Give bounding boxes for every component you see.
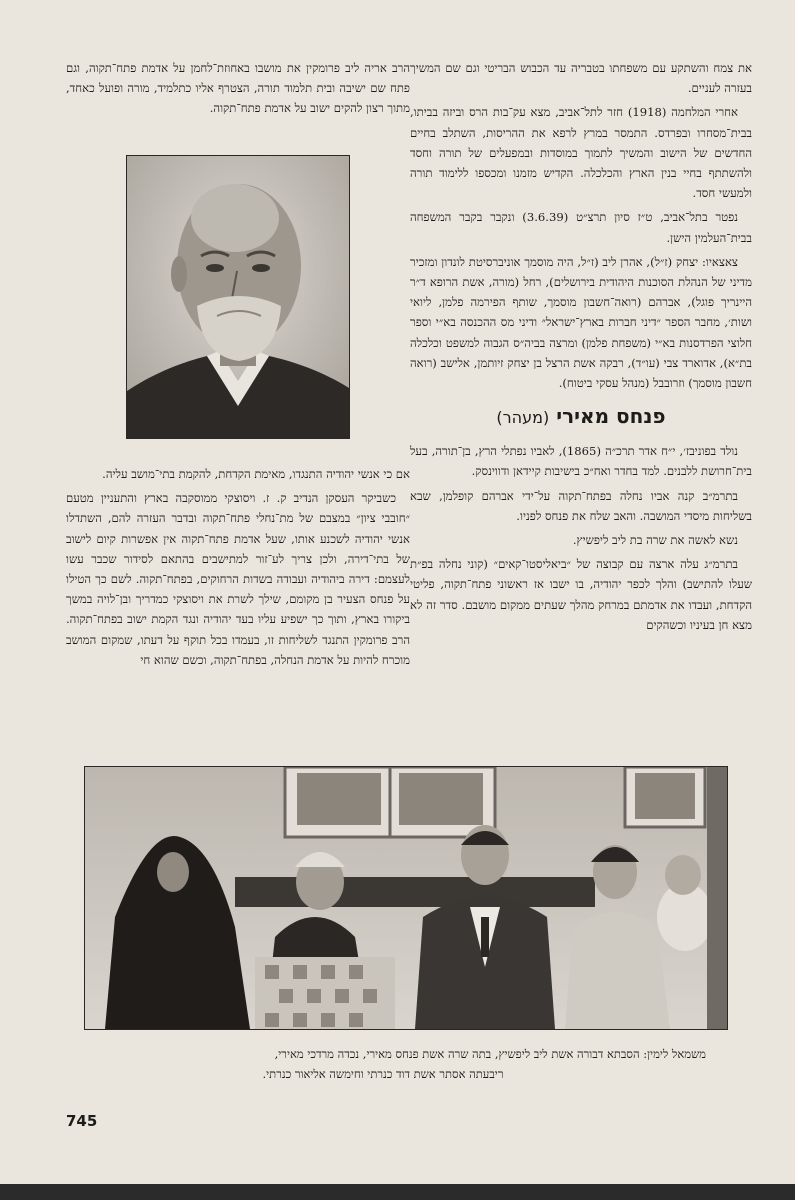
paragraph: הרב אריה ליב פרומקין את מושבו באחוזת־לחמן על אדמת פתח־תקוה, וגם פתח שם ישיבה ובית תלמוד תורה, הצטרף אליו כתלמיד, מורה ופועל כאחד, מתוך רצון להקים ישוב על אדמת פתח־תקוה.	[66, 61, 410, 116]
page-number: 745	[66, 1112, 98, 1130]
right-column	[410, 58, 752, 639]
paragraph: צאצאיו: יצחק (ז״ל), אהרן ליב (ז״ל, היה מוסמך אוניברסיטת לונדון ומזכיר מדיני של הנהלת הסוכנות היהודית בירושלים), רחל (מורה, אשת הרופא ד״ר היינריך פוגל), אברהם (רואה־חשבון מוסמך, שותף הפירמה פלמן, ליואי ושות׳, מחבר הספר ״דיני חברות בארץ־ישראל״ ודיני מס ההכנסה בא״י וספר חלוצי הפרדסנות בא״י (משפחת פלמן) ומרצה בביה״ס הגבוה למשפט וכלכלה בת״א), אדוארד צבי (עו״ד), רבקה אשת הרצל בן יצחק זיותמן, אלישב (רואה חשבון מוסמך) וזרובבל (מנהל עסקי ביטוח).	[410, 254, 752, 391]
caption-line-1: משמאל לימין: הסבתא דבורה אשת ליב ליפשיץ, בתה שרה אשת פנחס מאירי, נכדה מרדכי מאירי,	[274, 1047, 706, 1061]
paragraph: אחרי המלחמה (1918) חזר לתל־אביב, מצא עק־בות הרס וביזה בביתו, בבית־מסחרו ובפרדס. התמסר במרץ לרפא את ההריסות, השתלב בחיים החדשים של הישוב והמשיך לתמוך במוסדות ובמפעלים של תורה וחסד ולהשתתף בחיי בנין הארץ והכלכלה. הקדיש מזמנו ומכספו ללימוד תורה ולמעשי חסד.	[410, 105, 752, 201]
section-heading	[410, 403, 752, 431]
family-group-photo	[84, 766, 728, 1030]
scan-bottom-edge	[0, 1184, 795, 1200]
paragraph: נפטר בתל־אביב, ט״ז סיון תרצ״ט (3.6.39) ונקבר בקבר המשפחה בבית־העלמין הישן.	[410, 210, 752, 245]
photo-caption	[100, 1044, 706, 1084]
paragraph: את צמח והשתקע עם משפחתו בטבריה עד הכבוש הבריטי וגם שם המשיך בעזרה לעניים.	[410, 61, 752, 96]
paragraph: כשביקר העסקן הנדיב ק. ז. ויסוצקי ממוסקבה בארץ והתעניין מטעם ״חובבי ציון״ במצבם של מת־נחלי פתח־תקוה ובדבר העזרה להם, השתדלו אנשי יהודיה לשכנע אותו, שעל אדמת פתח־תקוה אין אפשרות קיום לישוב של בתי־דירה, ולכן צריך לע־זור למתישבים בהתאם לסידור שכבר עשו לעצמם: דירה ביהודיה ועבודה בשדות הרחוקים, בפתח־תקוה. לשם כך הטילו על פנחס הצעיר בן מקומם, שילך לשרת את ויסוצקי כמדריך ובן־לויה במשך ביקורו בארץ, ותוך כך ישפיע עליו בעד יהודיה ונגד הקמת ישוב בפתח־תקוה. הרב פרומקין התנגד לשליחות זו, בעמדו בכל תוקף על דעתו, שמקום המושב מוכרח להיות על אדמת הנחלה, בפתח־תקוה, וכשם שהוא חי	[66, 491, 410, 667]
portrait-photo	[126, 155, 350, 439]
heading-name: פנחס מאירי	[556, 404, 666, 429]
paragraph: נולד בפוניבז׳, י״ח אדר תרכ״ה (1865), לאביו נפתלי הרץ, בן־תורה, בעל בית־חרושת ללבנים. למד בחדר ואח״כ בישיבות קיידאן ודווינסק.	[410, 444, 752, 479]
heading-subtitle: (מעהר)	[496, 408, 550, 428]
paragraph: אם כי אנשי יהודיה התנגדו, מאימת הקדחת, להקמת בתי־מושב עליה.	[102, 467, 410, 481]
left-column-bottom	[66, 464, 410, 674]
left-column-top	[66, 58, 410, 123]
paragraph: בתרמ״ג עלה ארצה עם קבוצה של ״ביאליסטו־קאים״ (קוני נחלה בפ״ת שעלו להתישב) והלך לכפר יהודיה, בו ישבו אז ראשוני פתח־תקוה, פליטי הקדחת, ועבדו את אדמתם במרחק מהלך שעתים ממקום מושבם. סדר זה לא מצא חן בעיניו וכשהקים	[410, 557, 752, 632]
paragraph: בתרמ״ב קנה אביו נחלה בפתח־תקוה על־ידי אברהם קופלמן, שבא בשליחות מיסדי המושבה. והאב שלח את פנחס לפניו.	[410, 488, 752, 523]
paragraph: נשא לאשה את שרה בת ליב ליפשיץ.	[572, 533, 738, 548]
caption-line-2: ריבעתה אסתר אשת דוד כנרתי וחימשה אליאור כנרתי.	[262, 1067, 504, 1081]
